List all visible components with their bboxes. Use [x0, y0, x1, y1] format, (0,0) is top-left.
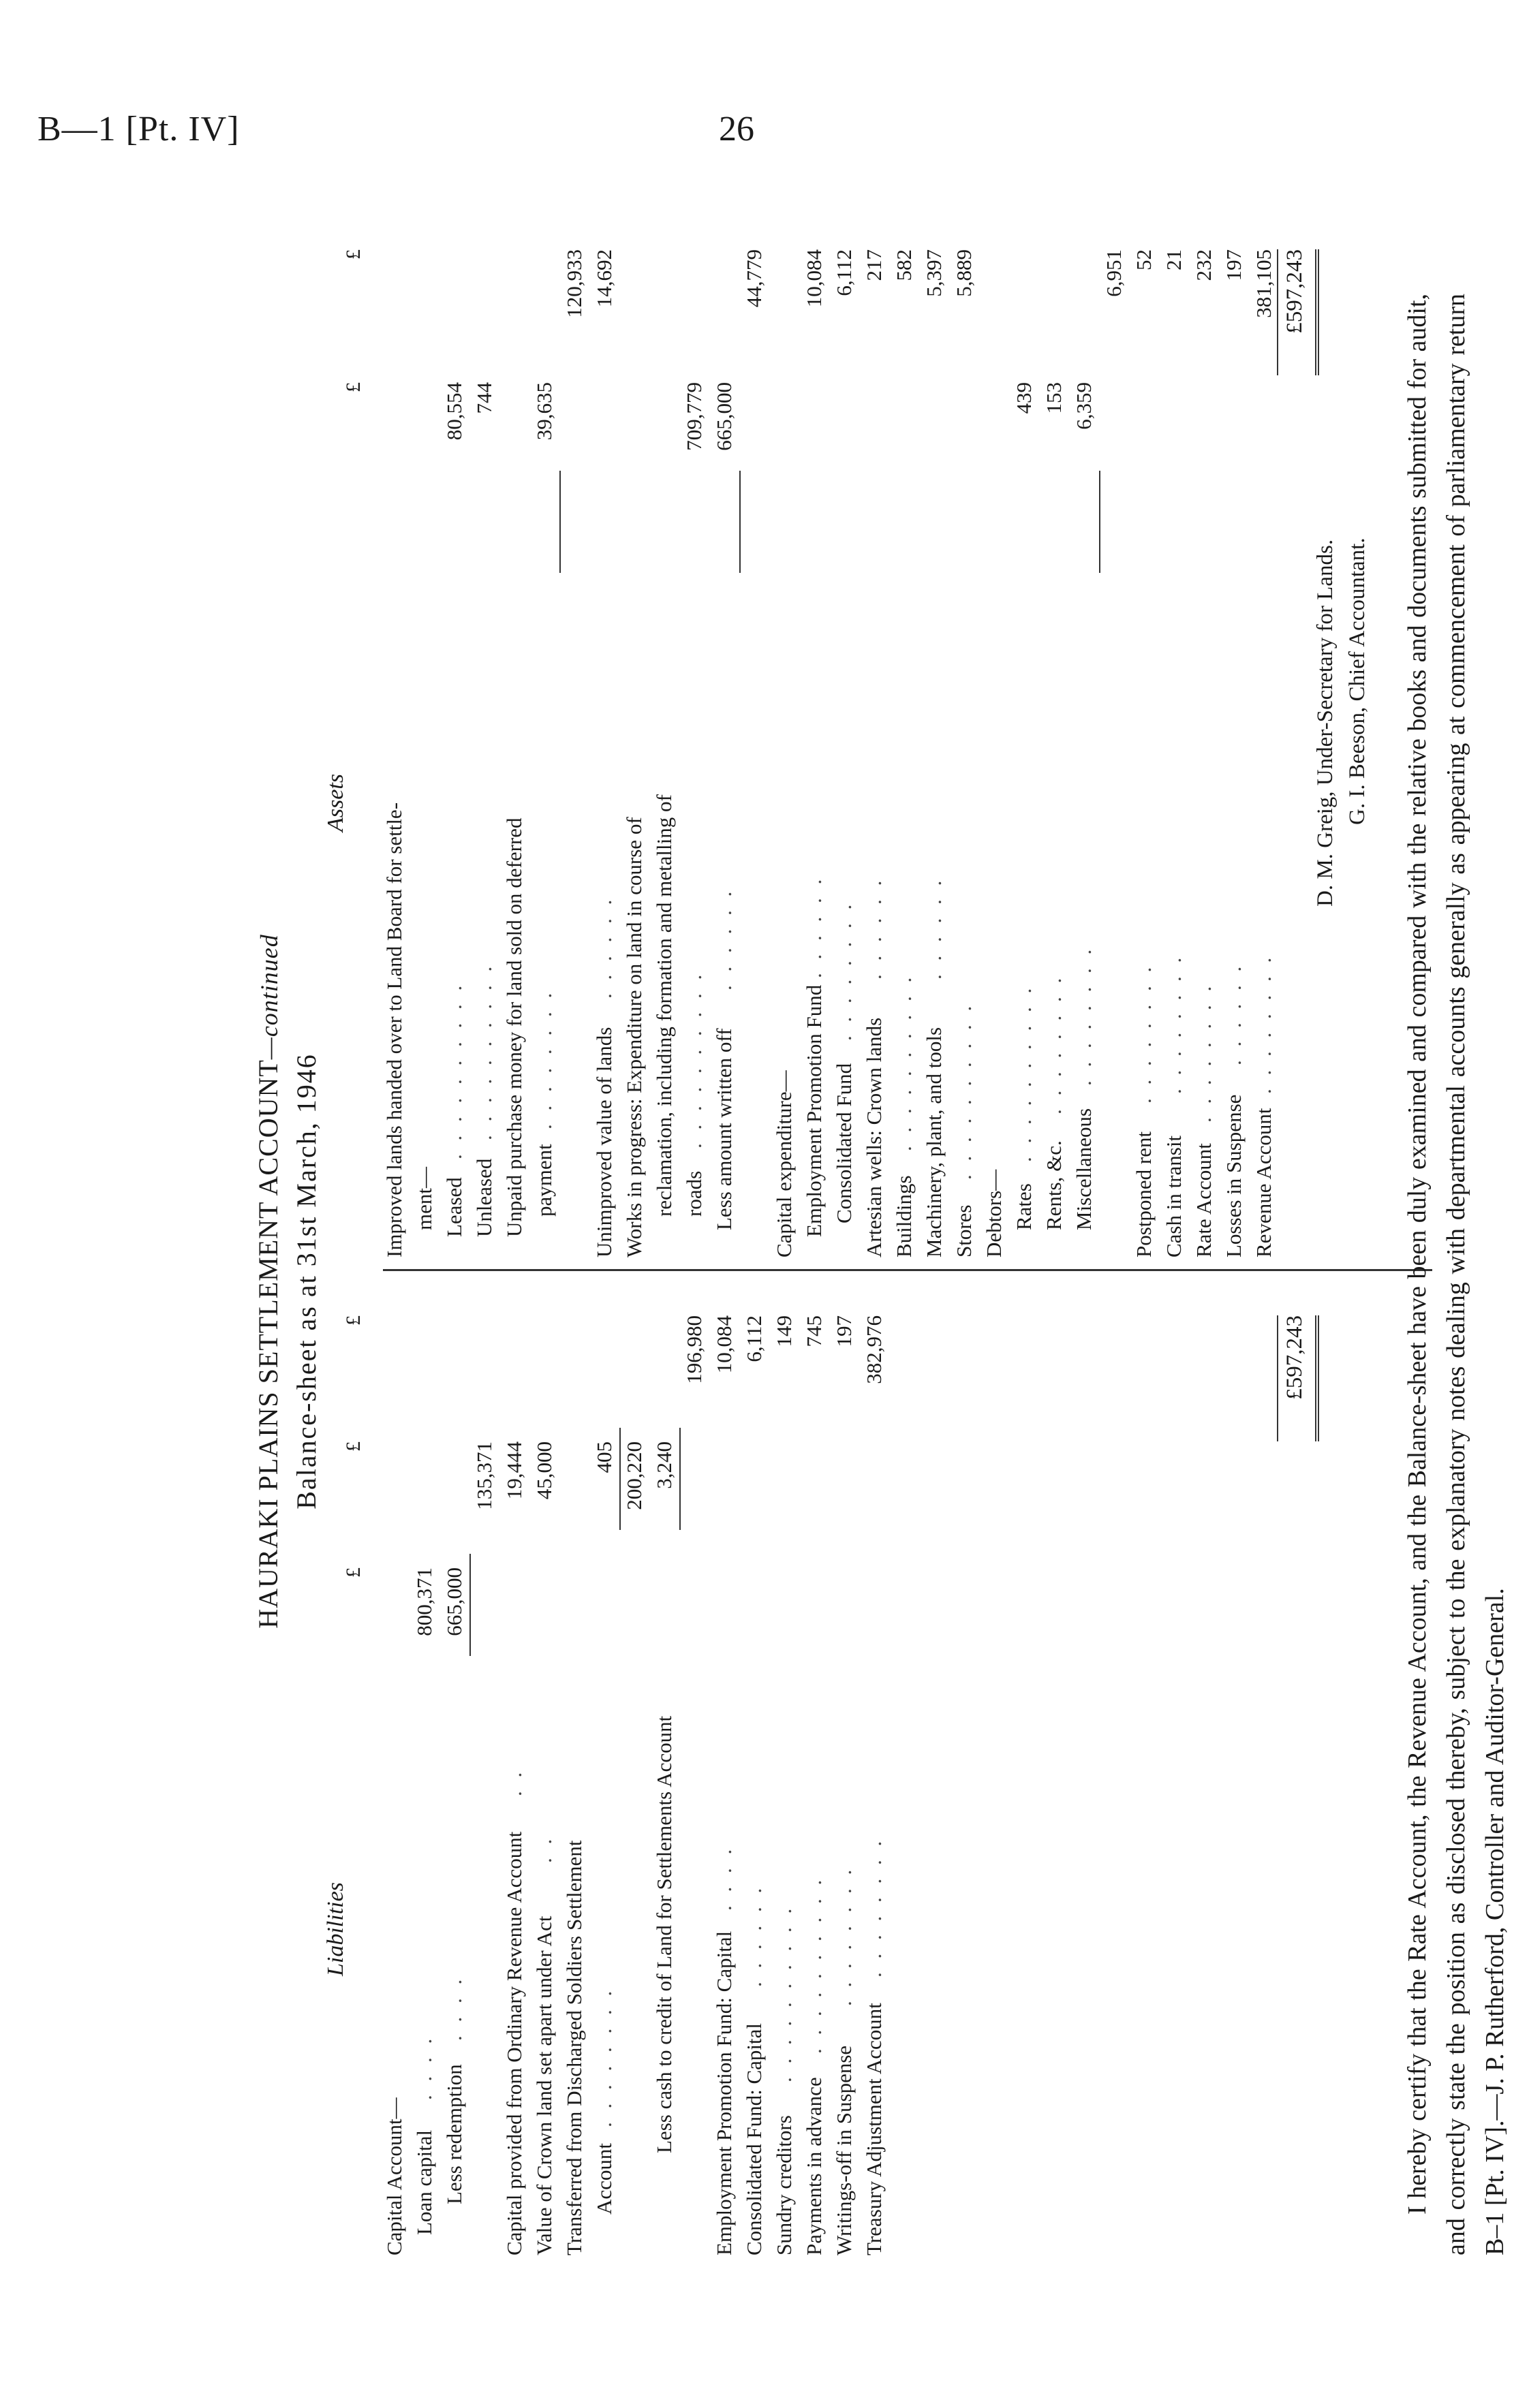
account-title	[252, 205, 284, 2358]
asset-label: Rates	[1012, 1183, 1036, 1230]
dot-leaders: . . . . . .	[862, 876, 886, 980]
assets-heading: Assets	[323, 774, 348, 832]
dot-leaders: . . . . . . . .	[832, 1865, 856, 2006]
dot-leaders: . . . . . .	[802, 875, 826, 978]
subtotal-rule	[619, 1428, 621, 1530]
dot-leaders: . . . . . .	[922, 876, 946, 980]
page-number: 26	[719, 110, 754, 148]
asset-row	[979, 236, 1009, 1257]
asset-label: Unleased	[472, 1158, 496, 1237]
liability-label: Value of Crown land set apart under Act	[532, 1916, 556, 2255]
liability-label: Less redemption	[442, 2064, 466, 2204]
asset-row	[1249, 236, 1279, 1257]
asset-row	[769, 236, 799, 1257]
liability-amount: 405	[592, 1441, 616, 1473]
asset-label: Rate Account	[1192, 1143, 1216, 1257]
liability-amount: 665,000	[442, 1567, 466, 1636]
asset-row	[1189, 236, 1219, 1257]
dot-leaders: . . . . . . . .	[592, 1986, 616, 2127]
asset-currency-col2: £	[342, 249, 365, 260]
subtotal-rule	[1099, 471, 1100, 573]
asset-label: Buildings	[892, 1175, 916, 1257]
asset-row	[410, 236, 439, 1257]
asset-label: Postponed rent	[1132, 1131, 1156, 1257]
asset-row	[1039, 236, 1069, 1257]
asset-amount: 10,084	[802, 249, 826, 308]
asset-row	[1069, 236, 1099, 1257]
dot-leaders: . . . . . . . .	[1042, 973, 1066, 1114]
liability-row	[679, 1275, 709, 2255]
liab-currency-col3: £	[342, 1315, 365, 1326]
page-header	[37, 109, 1468, 170]
asset-currency-col1: £	[342, 382, 365, 392]
asset-label: Revenue Account	[1252, 1108, 1276, 1257]
asset-amount: 744	[472, 382, 496, 414]
asset-label: payment	[532, 1144, 556, 1217]
liability-amount: 10,084	[712, 1315, 736, 1374]
liability-label: Employment Promotion Fund: Capital	[712, 1930, 736, 2255]
asset-row	[380, 236, 410, 1257]
asset-amount: 6,112	[832, 249, 856, 296]
asset-amount: 39,635	[532, 382, 556, 441]
signature-chief-accountant: G. I. Beeson, Chief Accountant.	[1345, 537, 1370, 825]
title-text: HAURAKI PLAINS SETTLEMENT ACCOUNT	[253, 1059, 283, 1629]
liability-row	[829, 1275, 859, 2255]
liability-row	[380, 1275, 410, 2255]
asset-amount: 14,692	[592, 249, 616, 308]
liability-label: Sundry creditors	[772, 2115, 796, 2255]
liability-label: Transferred from Discharged Soldiers Settlement	[562, 1840, 586, 2255]
asset-row	[709, 236, 739, 1257]
dot-leaders: . . . . . . . .	[532, 988, 556, 1129]
certificate-text: I hereby certify that the Rate Account, the Revenue Account, and the Balance-sheet have been duly examined and compared with the relative books and documents submitted for audit, and correctly state the position as disclosed thereby, subject to the explanatory notes dealing with departmental accounts generally as appearing at commencement of parliamentary return B–1 [Pt. IV].—J. P. Rutherford, Controller and Auditor-General.	[1403, 294, 1509, 2255]
column-divider	[383, 1269, 1432, 1271]
asset-row	[439, 236, 469, 1257]
dot-leaders: . . . . . . . .	[1162, 953, 1186, 1094]
title-continued: —continued	[256, 934, 283, 1060]
asset-row	[859, 236, 889, 1257]
asset-label: Works in progress: Expenditure on land in course of	[622, 817, 646, 1257]
dot-leaders: . . . . . . . . . .	[1012, 984, 1036, 1162]
liability-amount: 800,371	[412, 1567, 436, 1636]
liability-amount: 197	[832, 1315, 856, 1347]
asset-amount: 153	[1042, 382, 1066, 414]
asset-amount: 44,779	[742, 249, 766, 308]
asset-row	[559, 236, 589, 1257]
asset-row	[1129, 236, 1159, 1257]
dot-leaders: . . . . . . . . . .	[892, 973, 916, 1151]
liability-row	[709, 1275, 739, 2255]
liability-amount: 745	[802, 1315, 826, 1347]
dot-leaders: . . . . . . . .	[862, 1836, 886, 1977]
dot-leaders: . . . . . .	[592, 895, 616, 999]
liability-row	[469, 1275, 499, 2255]
asset-row	[649, 236, 679, 1257]
liability-row	[529, 1275, 559, 2255]
asset-label: Capital expenditure—	[772, 1070, 796, 1257]
liability-row	[619, 1275, 649, 2255]
total-rule-top	[1277, 1315, 1278, 1441]
dot-leaders: . . . .	[712, 1845, 736, 1911]
liability-label: Consolidated Fund: Capital	[742, 2023, 766, 2255]
asset-row	[1099, 236, 1129, 1257]
dot-leaders: . . . .	[442, 1975, 466, 2041]
subtotal-rule	[559, 471, 561, 573]
liability-row	[559, 1275, 589, 2255]
dot-leaders: . . . . . . . .	[1192, 982, 1216, 1123]
asset-row	[1219, 236, 1249, 1257]
dot-leaders: . . . . . . . . . .	[952, 1001, 976, 1180]
liability-label: Account	[592, 2142, 616, 2215]
asset-row	[889, 236, 919, 1257]
liability-row	[769, 1275, 799, 2255]
assets-total: £597,243	[1282, 249, 1307, 334]
asset-amount: 582	[892, 249, 916, 281]
asset-label: Rents, &c.	[1042, 1140, 1066, 1230]
subtotal-rule	[739, 471, 741, 573]
dot-leaders: . .	[532, 1834, 556, 1863]
dot-leaders: . . . . . . . .	[832, 900, 856, 1041]
asset-amount: 6,951	[1102, 249, 1126, 297]
asset-label: Unpaid purchase money for land sold on deferred	[502, 817, 526, 1237]
asset-row	[1159, 236, 1189, 1257]
liability-amount: 135,371	[472, 1441, 496, 1510]
liability-label: Loan capital	[412, 2129, 436, 2235]
dot-leaders: . . . . . . . . . .	[772, 1904, 796, 2082]
asset-label: Losses in Suspense	[1222, 1094, 1246, 1257]
liabilities-total: £597,243	[1282, 1315, 1307, 1400]
asset-amount: 6,359	[1072, 382, 1096, 430]
asset-label: Miscellaneous	[1072, 1108, 1096, 1230]
liab-currency-col1: £	[342, 1567, 365, 1578]
balance-sheet-subtitle: Balance-sheet as at 31st March, 1946	[291, 1053, 322, 1510]
asset-row	[619, 236, 649, 1257]
asset-label: ment—	[412, 1167, 436, 1230]
asset-amount: 80,554	[442, 382, 466, 441]
liability-row	[859, 1275, 889, 2255]
liability-amount: 3,240	[652, 1441, 676, 1489]
dot-leaders: . . . . . .	[742, 1883, 766, 1987]
asset-label: Improved lands handed over to Land Board for settle-	[382, 802, 406, 1257]
dot-leaders: . . . . . . . .	[1132, 963, 1156, 1104]
dot-leaders: . . . . . . . .	[1252, 953, 1276, 1094]
asset-label: roads	[682, 1170, 706, 1217]
total-rule-double	[1315, 1315, 1319, 1441]
asset-row	[499, 236, 529, 1257]
liability-label: Treasury Adjustment Account	[862, 2003, 886, 2255]
asset-amount: 217	[862, 249, 886, 281]
asset-row	[529, 236, 559, 1257]
liability-amount: 149	[772, 1315, 796, 1347]
subtotal-rule	[679, 1428, 681, 1530]
dot-leaders: . . . . . . . . . .	[472, 962, 496, 1140]
balance-sheet-page	[240, 205, 1529, 2358]
asset-amount: 5,397	[922, 249, 946, 297]
dot-leaders: . . . .	[412, 2034, 436, 2100]
asset-row	[589, 236, 619, 1257]
asset-label: Artesian wells: Crown lands	[862, 1017, 886, 1257]
asset-label: Stores	[952, 1204, 976, 1257]
asset-row	[799, 236, 829, 1257]
asset-label: Employment Promotion Fund	[802, 984, 826, 1237]
asset-amount: 665,000	[712, 382, 736, 451]
document-reference: B—1 [Pt. IV]	[37, 110, 240, 148]
signature-under-secretary: D. M. Greig, Under-Secretary for Lands.	[1313, 539, 1338, 907]
asset-amount: 21	[1162, 249, 1186, 270]
audit-certificate	[1398, 294, 1515, 2255]
dot-leaders: . . . . . . . .	[1072, 945, 1096, 1086]
liability-amount: 45,000	[532, 1441, 556, 1500]
liability-amount: 200,220	[622, 1441, 646, 1510]
asset-label: Machinery, plant, and tools	[922, 1027, 946, 1257]
asset-amount: 120,933	[562, 249, 586, 318]
asset-amount: 709,779	[682, 382, 706, 451]
liability-label: Writings-off in Suspense	[832, 2045, 856, 2255]
liability-row	[439, 1275, 469, 2255]
asset-amount: 197	[1222, 249, 1246, 281]
liability-label: Capital Account—	[382, 2097, 406, 2255]
liability-row	[739, 1275, 769, 2255]
total-rule-top	[1277, 249, 1278, 375]
asset-row	[739, 236, 769, 1257]
liab-currency-col2: £	[342, 1441, 365, 1452]
asset-amount: 439	[1012, 382, 1036, 414]
liability-amount: 196,980	[682, 1315, 706, 1384]
liability-row	[499, 1275, 529, 2255]
dot-leaders: . . . . . . . . . .	[802, 1875, 826, 2054]
dot-leaders: . . . . . . . . . .	[682, 970, 706, 1148]
asset-label: Unimproved value of lands	[592, 1027, 616, 1257]
dot-leaders: . . . . . .	[712, 887, 736, 990]
dot-leaders: . . . . . . . . . .	[442, 981, 466, 1159]
liability-amount: 6,112	[742, 1315, 766, 1362]
liability-label: Less cash to credit of Land for Settlements Account	[652, 1715, 676, 2153]
asset-label: reclamation, including formation and metalling of	[652, 794, 676, 1217]
asset-amount: 5,889	[952, 249, 976, 297]
asset-label: Debtors—	[982, 1169, 1006, 1257]
asset-row	[949, 236, 979, 1257]
asset-amount: 232	[1192, 249, 1216, 281]
liability-row	[410, 1275, 439, 2255]
liability-amount: 382,976	[862, 1315, 886, 1384]
asset-row	[829, 236, 859, 1257]
asset-row	[1009, 236, 1039, 1257]
liability-row	[799, 1275, 829, 2255]
dot-leaders: . .	[502, 1768, 526, 1796]
asset-label: Less amount written off	[712, 1028, 736, 1230]
asset-amount: 52	[1132, 249, 1156, 270]
asset-label: Consolidated Fund	[832, 1063, 856, 1223]
liabilities-heading: Liabilities	[323, 1882, 348, 1976]
asset-label: Leased	[442, 1177, 466, 1237]
liability-label: Capital provided from Ordinary Revenue Account	[502, 1831, 526, 2255]
dot-leaders: . . . . . .	[1222, 962, 1246, 1065]
asset-row	[679, 236, 709, 1257]
asset-amount: 381,105	[1252, 249, 1276, 318]
liability-amount: 19,444	[502, 1441, 526, 1500]
asset-row	[469, 236, 499, 1257]
liability-label: Payments in advance	[802, 2077, 826, 2255]
liability-row	[649, 1275, 679, 2255]
liability-row	[589, 1275, 619, 2255]
asset-row	[919, 236, 949, 1257]
asset-label: Cash in transit	[1162, 1135, 1186, 1257]
total-rule-double	[1315, 249, 1319, 375]
subtotal-rule	[469, 1554, 471, 1656]
